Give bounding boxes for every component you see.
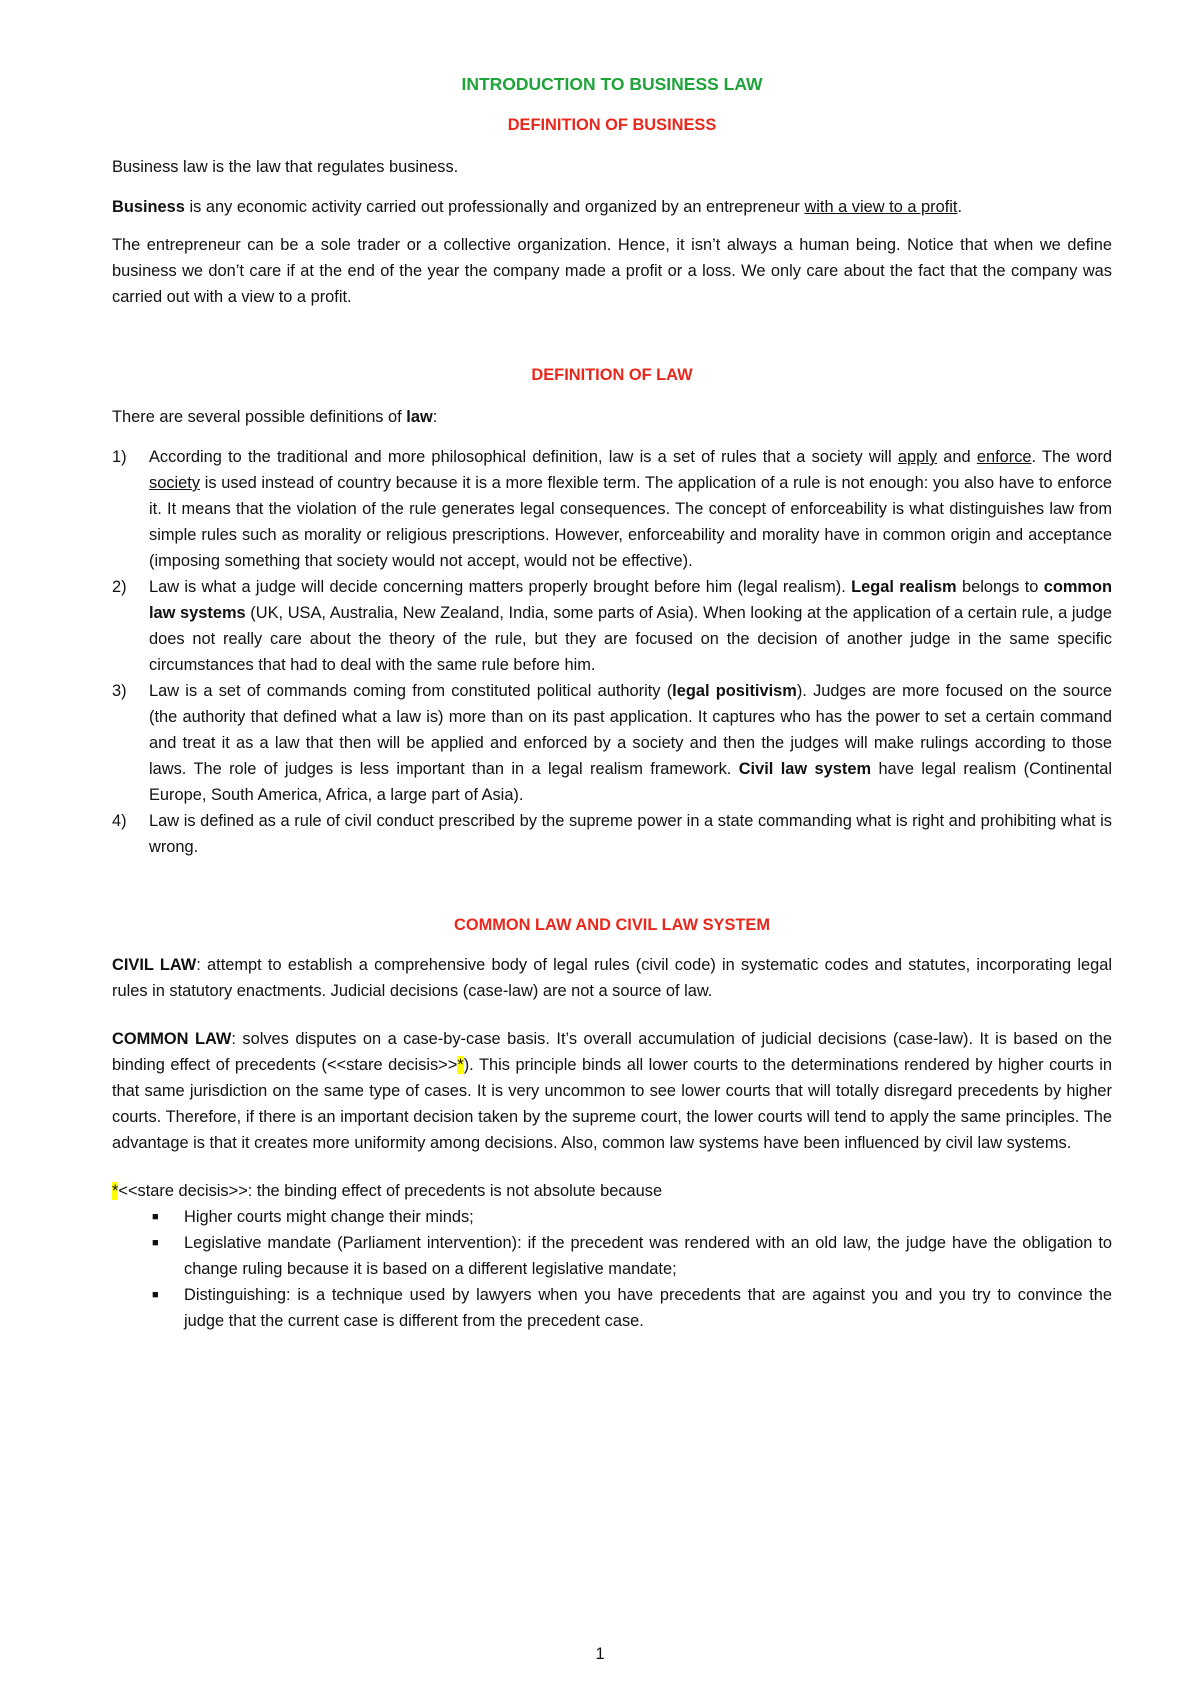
text: ). Judges are more focused on the source (the authority that defined what a law is) more than on its past application. It captures who has the power to set a certain command and treat it as a law that then will be applied and enforced by a society and then the judges will make rulings according to those laws. The role of judges is less important than in a legal realism framework. [149,682,1112,778]
text: Higher courts might change their minds; [184,1208,474,1226]
term-law: law [406,408,433,426]
square-bullet-icon: ■ [152,1237,159,1249]
paragraph: Business law is the law that regulates business. [112,158,459,176]
document-body [112,70,1112,1334]
text: is any economic activity carried out professionally and organized by an entrepreneur [184,198,805,216]
list-number: 2) [112,578,127,596]
list-item [112,574,1112,678]
text: is used instead of country because it is a more flexible term. The application of a rule is not enough: you also have to enforce it. It means that the violation of the rule generates legal consequences. The concept of enforceability is what distinguishes law from simple rules such as morality or religious prescriptions. However, enforceability and morality have in common origin and acceptance (imposing something that society would not accept, would not be effective). [149,474,1112,570]
text: and [937,448,977,466]
term-civil-law: CIVIL LAW [112,956,197,974]
paragraph-business-definition [112,194,1112,220]
list-item [112,1282,1112,1334]
definitions-list [112,444,1112,860]
term-business: Business [112,198,185,216]
bold-term: Civil law system [738,760,872,778]
heading-common-civil-law: COMMON LAW AND CIVIL LAW SYSTEM [454,916,770,934]
text: : solves disputes on a case-by-case basis. It’s overall accumulation of judicial decisions (case-law). It is based on the binding effect of precedents (<<stare decisis>> [112,1030,1113,1074]
list-item [112,678,1112,808]
text: Law is defined as a rule of civil conduct prescribed by the supreme power in a state commanding what is right and prohibiting what is wrong. [149,812,1112,856]
underlined-text: society [149,474,201,492]
text: According to the traditional and more philosophical definition, law is a set of rules that a society will [149,448,898,466]
heading-definition-of-law: DEFINITION OF LAW [531,366,693,384]
text: : attempt to establish a comprehensive body of legal rules (civil code) in systematic codes and statutes, incorporating legal rules in statutory enactments. Judicial decisions (case-law) are not a source of law. [112,956,1112,1000]
term-common-law: COMMON LAW [112,1030,232,1048]
list-item [112,808,1112,860]
underlined-text: enforce [976,448,1032,466]
bold-term: legal positivism [672,682,797,700]
text: . [957,198,963,216]
paragraph-law-intro [112,404,1112,430]
highlighted-asterisk: * [112,1182,119,1200]
text: belongs to [956,578,1044,596]
text: Law is a set of commands coming from constituted political authority ( [149,682,673,700]
text: have legal realism (Continental Europe, South America, Africa, a large part of Asia). [149,760,1113,804]
text: (UK, USA, Australia, New Zealand, India, some parts of Asia). When looking at the application of a certain rule, a judge does not really care about the theory of the rule, but they are focused on the decision of another judge in the same specific circumstances that had to deal with the same rule before him. [149,604,1112,674]
text: . The word [1031,448,1112,466]
text: Distinguishing: is a technique used by lawyers when you have precedents that are against you and you try to convince the judge that the current case is different from the precedent case. [184,1286,1112,1330]
list-item [112,1204,1112,1230]
heading-definition-of-business: DEFINITION OF BUSINESS [507,116,717,134]
list-number: 1) [112,448,127,466]
note-stare-decisis [112,1178,1112,1204]
paragraph: The entrepreneur can be a sole trader or a collective organization. Hence, it isn’t always a human being. Notice that when we define business we don’t care if at the end of the year the company made a profit or a loss. We only care about the fact that the company was carried out with a view to a profit. [112,236,1112,306]
exceptions-list [112,1204,1112,1334]
text: Law is what a judge will decide concerning matters properly brought before him (legal realism). [149,578,852,596]
square-bullet-icon: ■ [152,1211,159,1223]
text: <<stare decisis>>: the binding effect of precedents is not absolute because [118,1182,663,1200]
paragraph-common-law [112,1026,1112,1156]
highlighted-asterisk: * [457,1056,464,1074]
list-number: 4) [112,812,127,830]
paragraph-civil-law [112,952,1112,1004]
bold-term: Legal realism [851,578,957,596]
text: There are several possible definitions of [112,408,407,426]
list-number: 3) [112,682,127,700]
underlined-text: with a view to a profit [804,198,958,216]
page-number: 1 [595,1645,605,1663]
bold-term: common law systems [149,578,1113,622]
list-item [112,444,1112,574]
text: Legislative mandate (Parliament intervention): if the precedent was rendered with an old law, the judge have the obligation to change ruling because it is based on a different legislative mandate; [184,1234,1112,1278]
document-title: INTRODUCTION TO BUSINESS LAW [461,74,763,94]
square-bullet-icon: ■ [152,1289,159,1301]
text: ). This principle binds all lower courts to the determinations rendered by higher courts in that same jurisdiction on the same type of cases. It is very uncommon to see lower courts that will totally disregard precedents by higher courts. Therefore, if there is an important decision taken by the supreme court, the lower courts will tend to apply the same principles. The advantage is that it creates more uniformity among decisions. Also, common law systems have been influenced by civil law systems. [112,1056,1112,1152]
list-item [112,1230,1112,1282]
underlined-text: apply [897,448,938,466]
text: : [432,408,438,426]
